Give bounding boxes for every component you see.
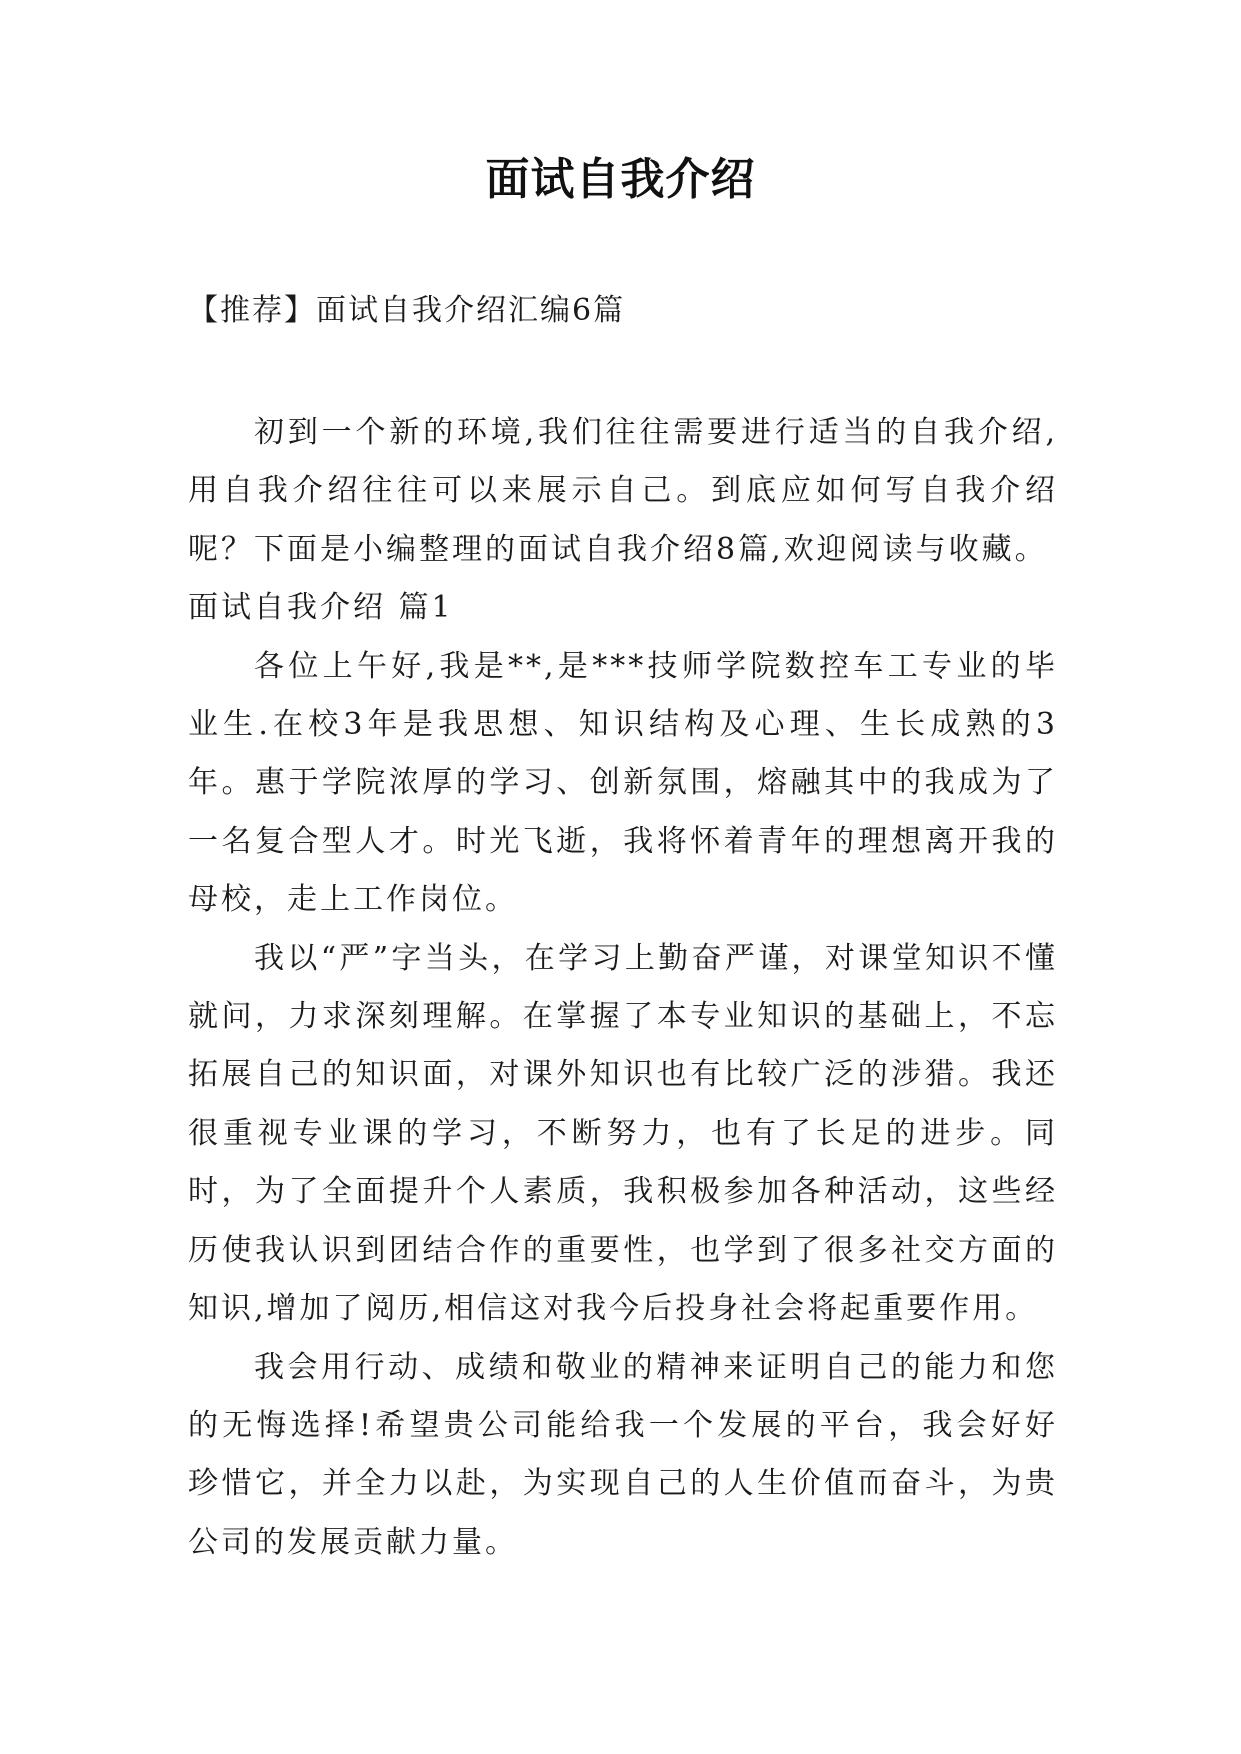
section-heading: 面试自我介绍 篇1 bbox=[188, 590, 454, 626]
intro-paragraph: 初到一个新的环境,我们往往需要进行适当的自我介绍,用自我介绍往往可以来展示自己。到底应如何写自我介绍呢？下面是小编整理的面试自我介绍8篇,欢迎阅读与收藏。 bbox=[188, 415, 1058, 567]
body-paragraph-1: 各位上午好,我是**,是***技师学院数控车工专业的毕业生.在校3年是我思想、知识结构及心理、生长成熟的3年。惠于学院浓厚的学习、创新氛围，熔融其中的我成为了一名复合型人才。时光飞逝，我将怀着青年的理想离开我的母校，走上工作岗位。 bbox=[188, 648, 1058, 918]
document-subtitle: 【推荐】面试自我介绍汇编6篇 bbox=[188, 293, 626, 328]
body-paragraph-2: 我以“严”字当头，在学习上勤奋严谨，对课堂知识不懂就问，力求深刻理解。在掌握了本专业知识的基础上，不忘拓展自己的知识面，对课外知识也有比较广泛的涉猎。我还很重视专业课的学习，不断努力，也有了长足的进步。同时，为了全面提升个人素质，我积极参加各种活动，这些经历使我认识到团结合作的重要性，也学到了很多社交方面的知识,增加了阅历,相信这对我今后投身社会将起重要作用。 bbox=[188, 940, 1058, 1327]
document-title: 面试自我介绍 bbox=[485, 154, 756, 205]
document-body bbox=[188, 404, 1058, 1572]
body-paragraph-3: 我会用行动、成绩和敬业的精神来证明自己的能力和您的无悔选择!希望贵公司能给我一个发展的平台，我会好好珍惜它，并全力以赴，为实现自己的人生价值而奋斗，为贵公司的发展贡献力量。 bbox=[188, 1349, 1058, 1560]
